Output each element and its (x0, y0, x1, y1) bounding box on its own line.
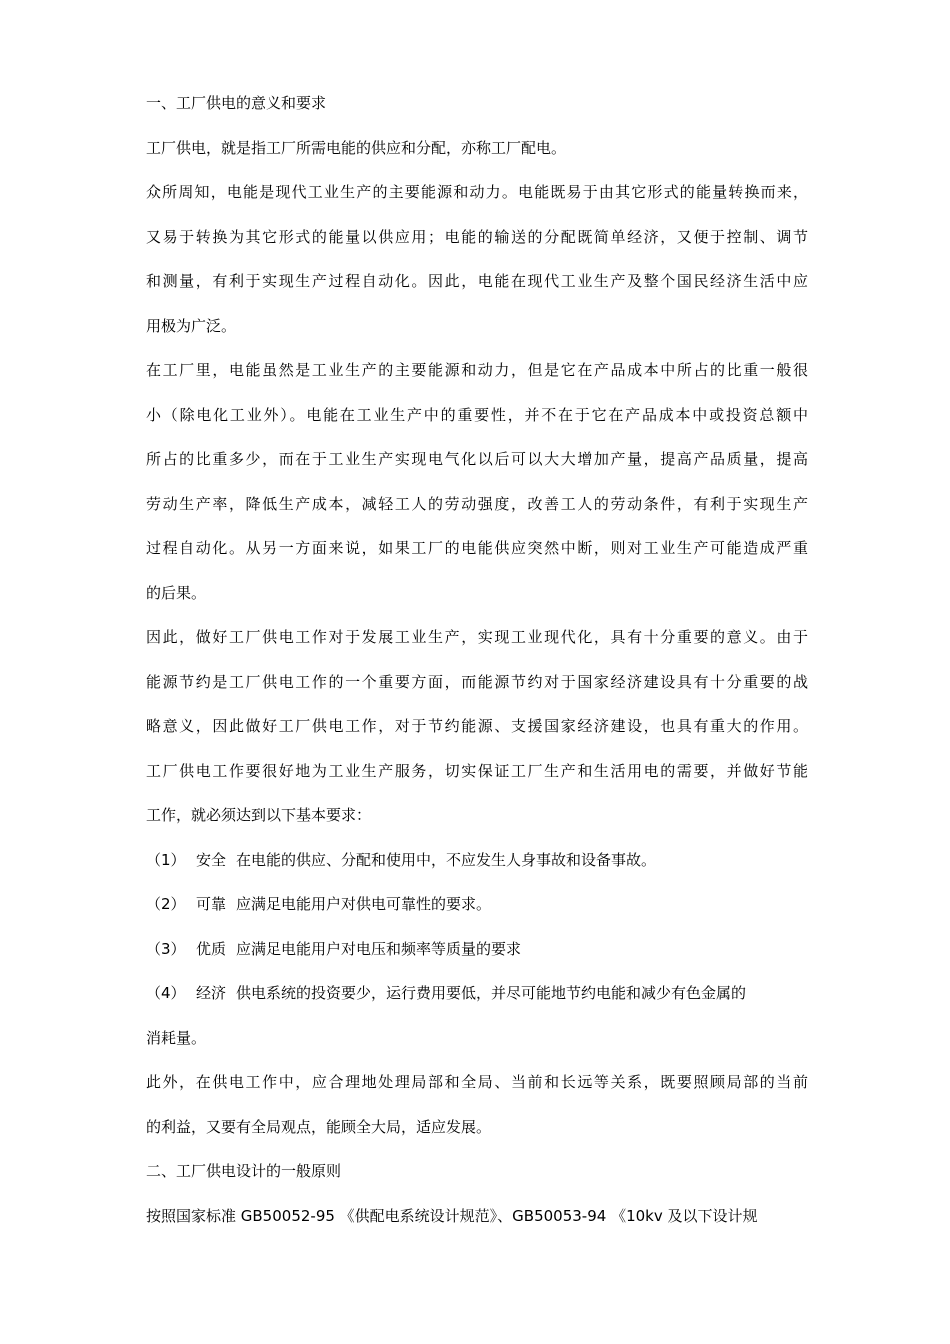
paragraph-line: 工厂供电，就是指工厂所需电能的供应和分配，亦称工厂配电。 (146, 138, 567, 157)
requirement-text: 供电系统的投资要少，运行费用要低，并尽可能地节约电能和减少有色金属的 (236, 984, 747, 1002)
paragraph-line: 此外，在供电工作中，应合理地处理局部和全局、当前和长远等关系，既要照顾局部的当前 (146, 1073, 808, 1091)
paragraph-line: 过程自动化。从另一方面来说，如果工厂的电能供应突然中断，则对工业生产可能造成严重 (146, 539, 808, 557)
paragraph-line: 小（除电化工业外）。电能在工业生产中的重要性，并不在于它在产品成本中或投资总额中 (146, 405, 808, 424)
paragraph-line: 众所周知，电能是现代工业生产的主要能源和动力。电能既易于由其它形式的能量转换而来， (146, 183, 808, 201)
paragraph-line: 的后果。 (146, 583, 207, 602)
requirement-text: 在电能的供应、分配和使用中，不应发生人身事故和设备事故。 (236, 850, 657, 869)
requirement-term: 可靠 (196, 895, 227, 913)
requirement-term: 优质 (196, 939, 227, 958)
section-heading-1: 一、工厂供电的意义和要求 (146, 94, 327, 112)
requirement-item (146, 982, 808, 1004)
requirement-item (146, 938, 808, 960)
requirement-continuation: 消耗量。 (146, 1028, 207, 1047)
requirement-number: （4） (146, 984, 186, 1002)
paragraph-line: 工厂供电工作要很好地为工业生产服务，切实保证工厂生产和生活用电的需要，并做好节能 (146, 761, 808, 780)
paragraph-line: 的利益，又要有全局观点，能顾全大局，适应发展。 (146, 1117, 492, 1136)
section-heading-2: 二、工厂供电设计的一般原则 (146, 1162, 342, 1180)
requirement-item (146, 849, 808, 871)
requirement-number: （2） (146, 895, 186, 913)
requirement-number: （1） (146, 850, 186, 869)
paragraph-line: 因此，做好工厂供电工作对于发展工业生产，实现工业现代化，具有十分重要的意义。由于 (146, 628, 808, 646)
paragraph-line: 用极为广泛。 (146, 316, 237, 335)
requirement-term: 安全 (196, 850, 227, 869)
paragraph-line: 劳动生产率，降低生产成本，减轻工人的劳动强度，改善工人的劳动条件，有利于实现生产 (146, 494, 808, 513)
requirement-number: （3） (146, 939, 186, 958)
requirement-text: 应满足电能用户对供电可靠性的要求。 (236, 895, 492, 913)
paragraph-line: 在工厂里，电能虽然是工业生产的主要能源和动力，但是它在产品成本中所占的比重一般很 (146, 361, 808, 379)
requirement-term: 经济 (196, 984, 227, 1002)
paragraph-line: 能源节约是工厂供电工作的一个重要方面，而能源节约对于国家经济建设具有十分重要的战 (146, 672, 808, 691)
requirement-text: 应满足电能用户对电压和频率等质量的要求 (236, 939, 522, 958)
paragraph-line: 又易于转换为其它形式的能量以供应用；电能的输送的分配既简单经济，又便于控制、调节 (146, 227, 808, 246)
paragraph-line: 按照国家标准 GB50052-95 《供配电系统设计规范》、GB50053-94 《10kv 及以下设计规 (146, 1206, 758, 1225)
paragraph-line: 工作，就必须达到以下基本要求： (146, 806, 372, 824)
requirement-item (146, 893, 808, 915)
paragraph-line: 和测量，有利于实现生产过程自动化。因此，电能在现代工业生产及整个国民经济生活中应 (146, 272, 808, 290)
document-page (146, 92, 808, 1249)
paragraph-line: 略意义，因此做好工厂供电工作，对于节约能源、支援国家经济建设，也具有重大的作用。 (146, 717, 808, 735)
paragraph-line: 所占的比重多少，而在于工业生产实现电气化以后可以大大增加产量，提高产品质量，提高 (146, 450, 808, 468)
